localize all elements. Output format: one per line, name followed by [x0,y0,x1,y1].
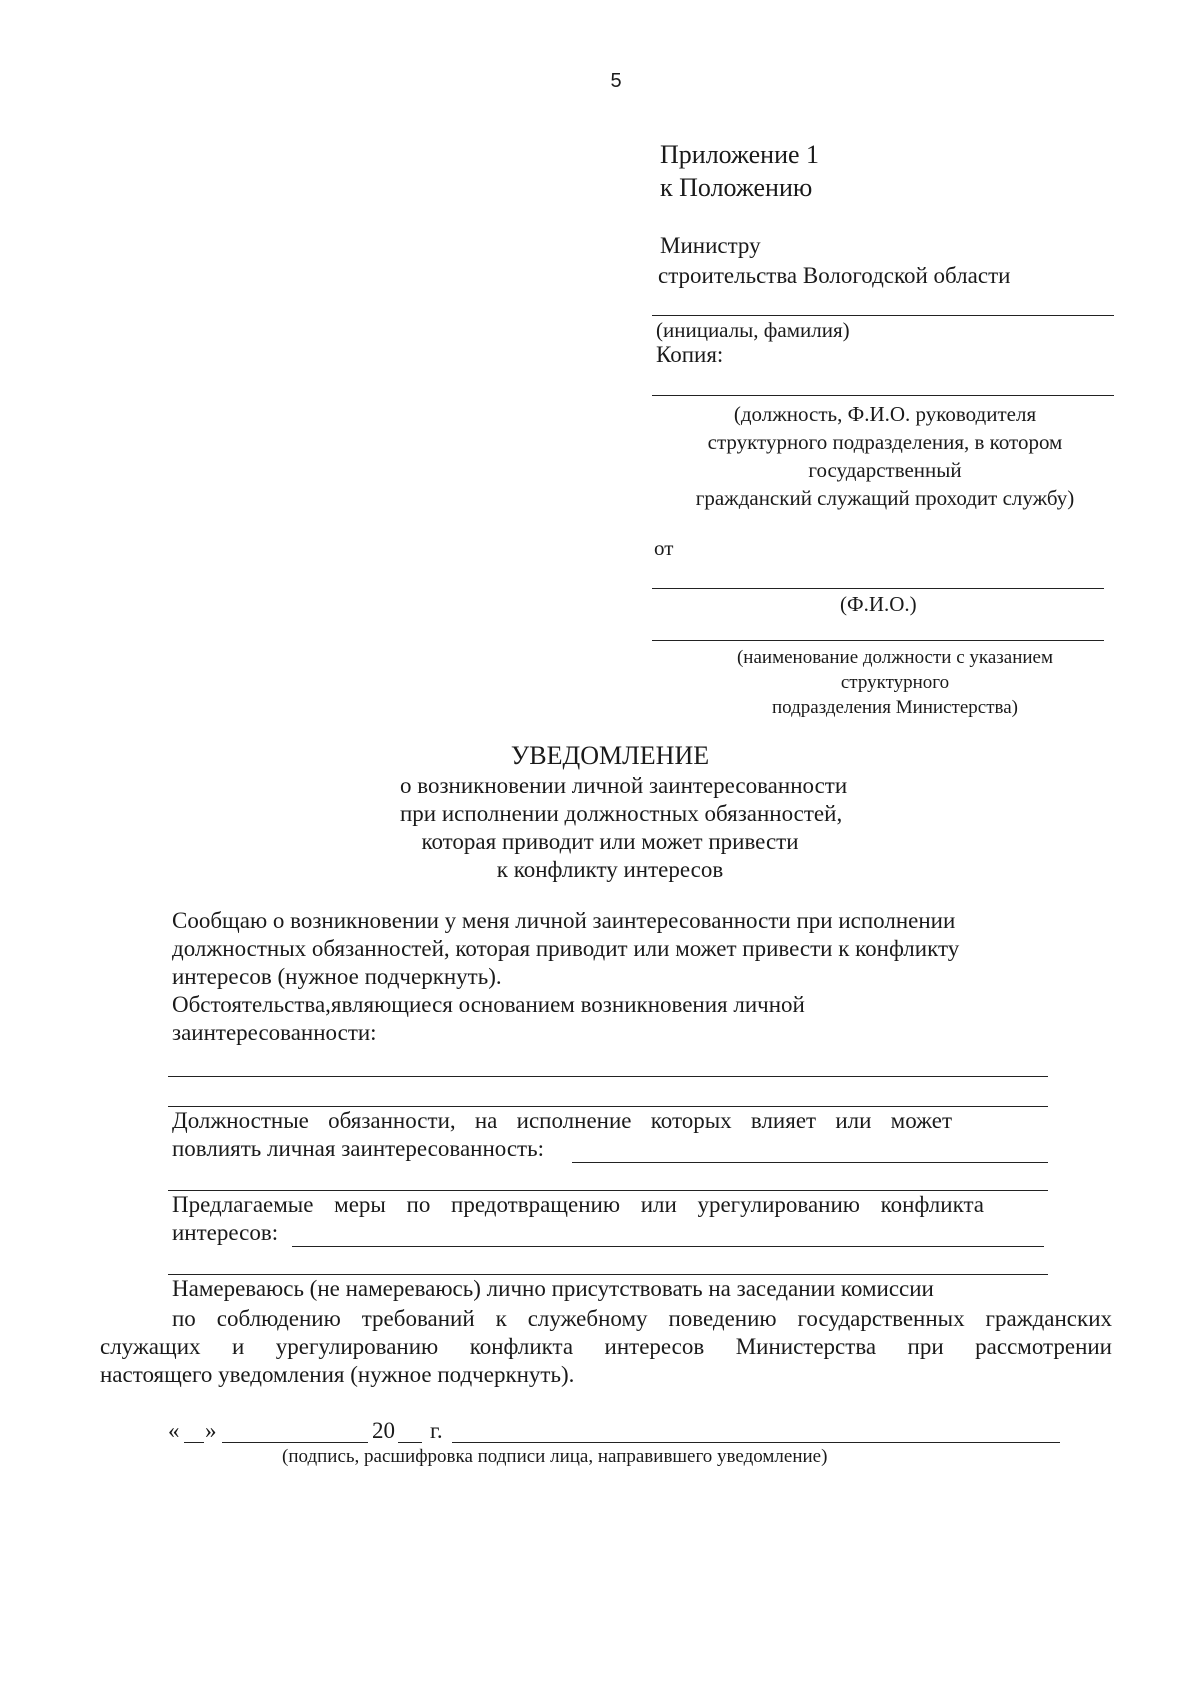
position-caption-line-3: подразделения Министерства) [771,697,1018,718]
signature-blank-line [452,1442,1060,1443]
appendix-line-2: к Положению [660,173,813,202]
position-caption-line-2: структурного [840,672,950,693]
position-blank-line [652,640,1104,641]
circumstances-blank-line-1 [168,1076,1048,1077]
page-number: 5 [610,70,622,92]
head-caption-line-1: (должность, Ф.И.О. руководителя [733,402,1037,426]
body-p5-line-3: служащих и урегулированию конфликта интересов Министерства при рассмотрении [100,1334,1112,1359]
head-caption-line-2: структурного подразделения, в котором [707,430,1063,454]
body-p1-line-3: интересов (нужное подчеркнуть). [172,964,502,989]
body-p3-line-1: Должностные обязанности, на исполнение которых влияет или может [172,1108,952,1133]
body-p4-line-1: Предлагаемые меры по предотвращению или урегулированию конфликта [172,1192,984,1217]
body-p5-line-4: настоящего уведомления (нужное подчеркнуть). [100,1362,575,1387]
position-caption-line-1: (наименование должности с указанием [736,647,1053,668]
initials-blank-line [652,315,1114,316]
head-caption [652,400,1118,512]
initials-caption: (инициалы, фамилия) [656,318,850,342]
notice-subtitle-3: которая приводит или может привести [421,829,799,854]
notice-subtitle-1: о возникновении личной заинтересованности [400,773,848,798]
fio-caption: (Ф.И.О.) [840,592,917,616]
year-suffix: г. [430,1418,443,1443]
notice-title: УВЕДОМЛЕНИЕ [510,741,710,770]
signature-caption: (подпись, расшифровка подписи лица, направившего уведомление) [282,1446,828,1467]
measures-blank-line-1 [292,1246,1044,1247]
body-p1-line-2: должностных обязанностей, которая приводит или может привести к конфликту [172,936,960,961]
body-p1-line-1: Сообщаю о возникновении у меня личной заинтересованности при исполнении [172,908,956,933]
circumstances-blank-line-2 [168,1106,1048,1107]
body-p2-line-2: заинтересованности: [172,1020,377,1045]
date-quote-open: « [168,1418,180,1443]
day-blank-line [184,1442,204,1443]
notice-heading [400,740,848,884]
month-blank-line [222,1442,368,1443]
notice-subtitle-2: при исполнении должностных обязанностей, [400,801,843,826]
position-caption [680,645,1110,720]
year-prefix: 20 [372,1418,395,1443]
duties-blank-line-2 [168,1190,1048,1191]
body-p5-line-1: Намереваюсь (не намереваюсь) лично присутствовать на заседании комиссии [172,1276,934,1301]
addressee-line-2: строительства Вологодской области [658,263,1011,288]
body-p4-line-2: интересов: [172,1220,279,1245]
body-p2-line-1: Обстоятельства,являющиеся основанием возникновения личной [172,992,805,1017]
head-caption-line-4: гражданский служащий проходит службу) [695,486,1075,510]
notice-subtitle-4: к конфликту интересов [496,857,724,882]
copy-label: Копия: [656,342,724,367]
duties-blank-line-1 [572,1162,1048,1163]
date-quote-close: » [205,1418,217,1443]
head-caption-line-3: государственный [808,458,962,482]
measures-blank-line-2 [168,1274,1048,1275]
body-p5-line-2: по соблюдению требований к служебному поведению государственных гражданских [172,1306,1112,1331]
body-p3-line-2: повлиять личная заинтересованность: [172,1136,544,1161]
from-label: от [654,536,674,560]
copy-blank-line [652,395,1114,396]
addressee-line-1: Министру [660,233,761,258]
year-blank-line [398,1442,422,1443]
fio-blank-line [652,588,1104,589]
appendix-line-1: Приложение 1 [660,140,820,169]
